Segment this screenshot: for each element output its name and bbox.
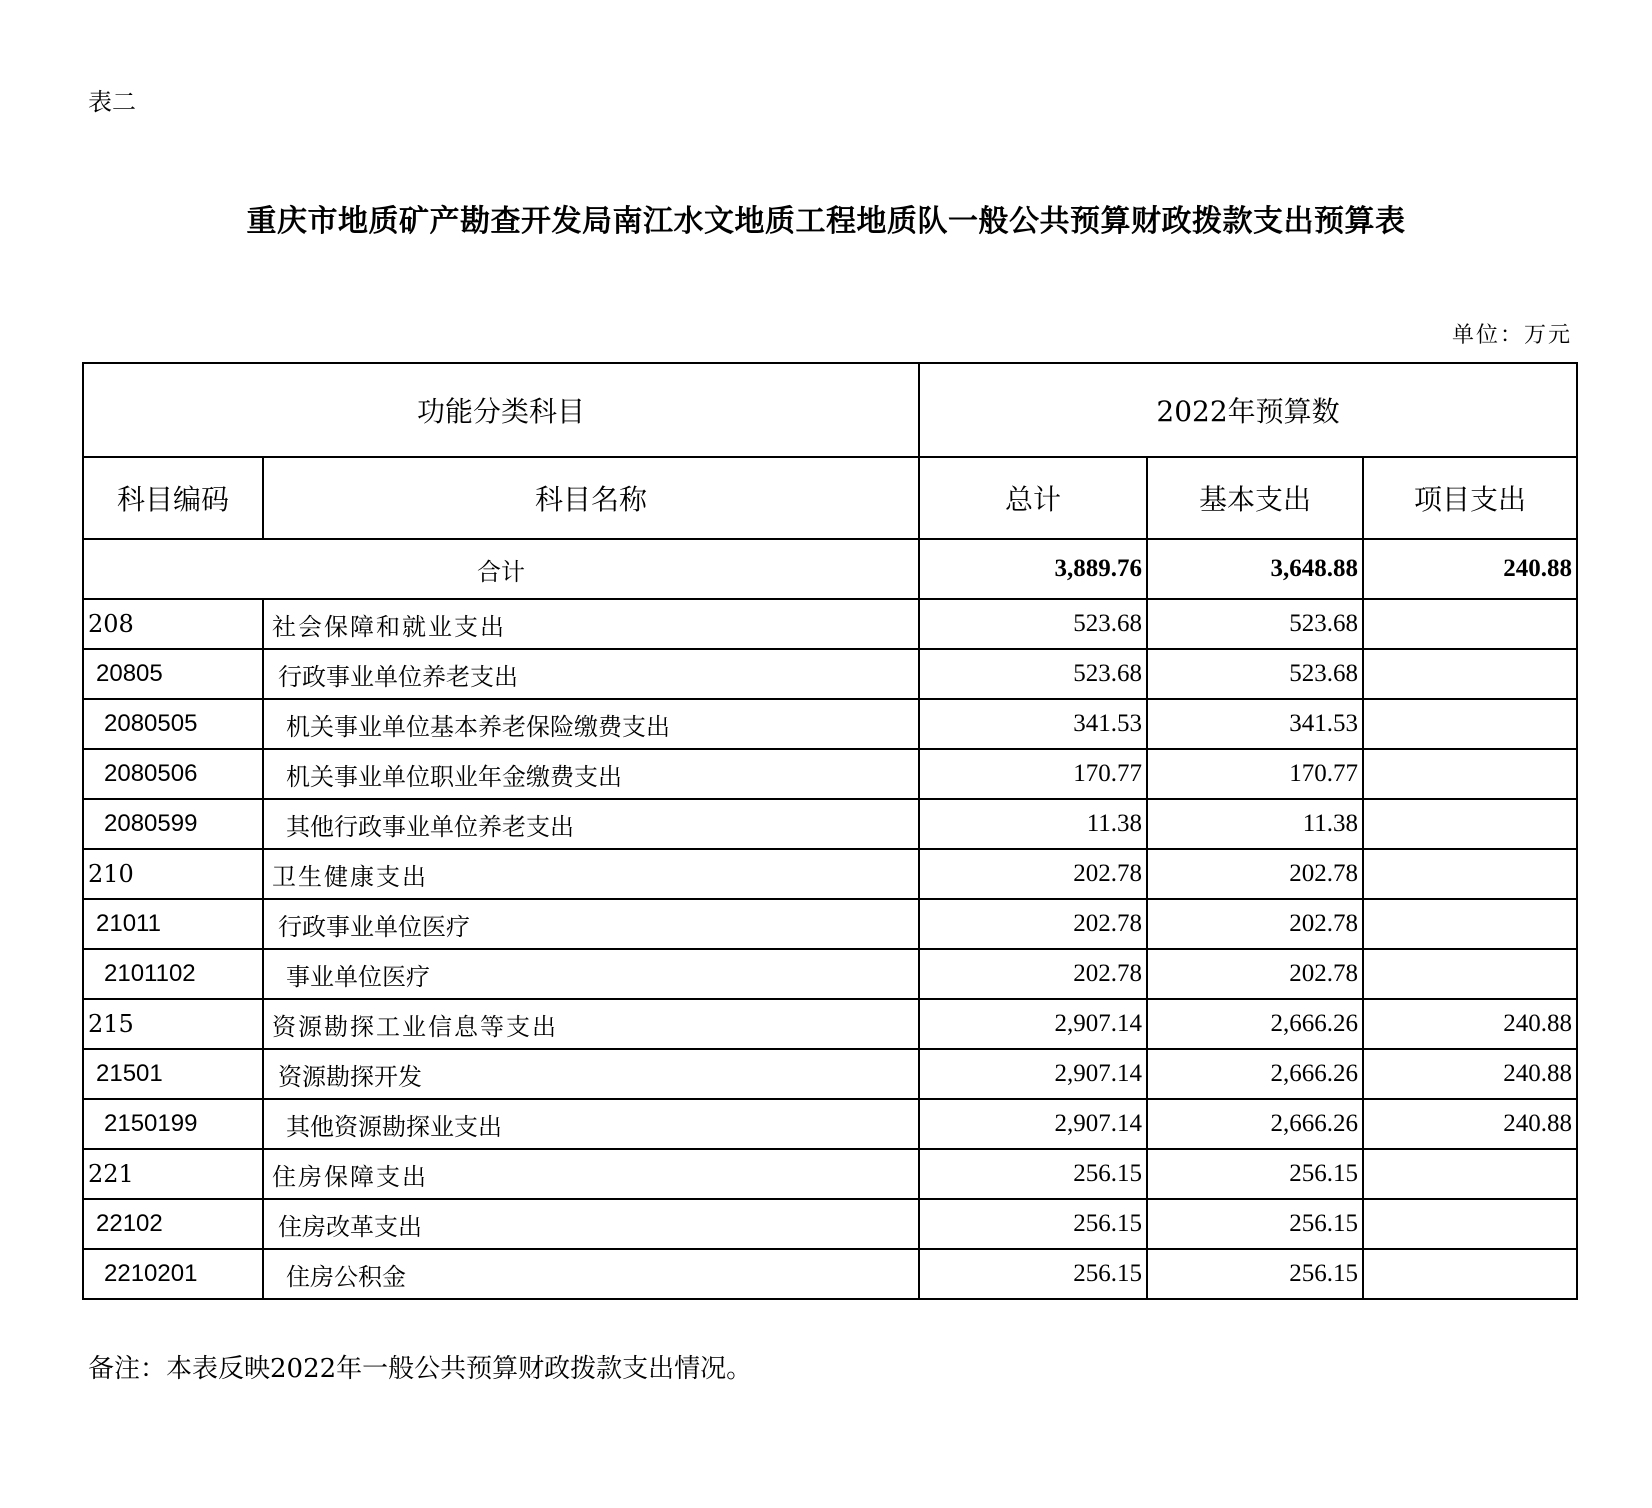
row-basic: 256.15 [1147, 1149, 1363, 1199]
page-title: 重庆市地质矿产勘查开发局南江水文地质工程地质队一般公共预算财政拨款支出预算表 [246, 204, 1406, 239]
table-number-label: 表二 [88, 88, 136, 116]
row-total: 523.68 [919, 649, 1147, 699]
row-code: 2080506 [83, 749, 263, 799]
row-basic: 256.15 [1147, 1199, 1363, 1249]
row-project [1363, 649, 1577, 699]
header-budget-2022: 2022年预算数 [919, 363, 1577, 457]
table-row [83, 899, 1577, 949]
total-label: 合计 [83, 539, 919, 599]
row-project: 240.88 [1363, 1099, 1577, 1149]
row-total: 2,907.14 [919, 999, 1147, 1049]
row-basic: 256.15 [1147, 1249, 1363, 1299]
table-row [83, 1199, 1577, 1249]
row-name: 资源勘探开发 [263, 1049, 919, 1099]
row-code: 2150199 [83, 1099, 263, 1149]
row-basic: 202.78 [1147, 949, 1363, 999]
row-name: 事业单位医疗 [263, 949, 919, 999]
total-total: 3,889.76 [919, 539, 1147, 599]
row-code: 221 [83, 1149, 263, 1199]
row-basic: 170.77 [1147, 749, 1363, 799]
row-project [1363, 699, 1577, 749]
table-row [83, 1149, 1577, 1199]
row-total: 256.15 [919, 1149, 1147, 1199]
row-project: 240.88 [1363, 999, 1577, 1049]
row-basic: 523.68 [1147, 649, 1363, 699]
row-total: 2,907.14 [919, 1049, 1147, 1099]
row-name: 社会保障和就业支出 [263, 599, 919, 649]
table-row [83, 749, 1577, 799]
row-code: 22102 [83, 1199, 263, 1249]
row-name: 机关事业单位基本养老保险缴费支出 [263, 699, 919, 749]
row-name: 行政事业单位医疗 [263, 899, 919, 949]
row-total: 11.38 [919, 799, 1147, 849]
row-code: 2101102 [83, 949, 263, 999]
row-project [1363, 1149, 1577, 1199]
row-project [1363, 849, 1577, 899]
row-project [1363, 749, 1577, 799]
row-code: 215 [83, 999, 263, 1049]
row-project [1363, 949, 1577, 999]
row-code: 21011 [83, 899, 263, 949]
row-code: 208 [83, 599, 263, 649]
budget-table [82, 362, 1578, 1300]
table-row [83, 649, 1577, 699]
row-basic: 523.68 [1147, 599, 1363, 649]
row-project: 240.88 [1363, 1049, 1577, 1099]
unit-label: 单位：万元 [1451, 323, 1572, 348]
table-row [83, 1099, 1577, 1149]
row-basic: 341.53 [1147, 699, 1363, 749]
row-total: 256.15 [919, 1199, 1147, 1249]
row-name: 资源勘探工业信息等支出 [263, 999, 919, 1049]
row-project [1363, 1199, 1577, 1249]
table-row [83, 949, 1577, 999]
total-project: 240.88 [1363, 539, 1577, 599]
row-total: 202.78 [919, 849, 1147, 899]
row-code: 2210201 [83, 1249, 263, 1299]
table-row [83, 599, 1577, 649]
row-project [1363, 1249, 1577, 1299]
row-code: 210 [83, 849, 263, 899]
table-row [83, 699, 1577, 749]
row-name: 住房公积金 [263, 1249, 919, 1299]
row-basic: 2,666.26 [1147, 999, 1363, 1049]
row-name: 住房保障支出 [263, 1149, 919, 1199]
row-basic: 2,666.26 [1147, 1099, 1363, 1149]
row-code: 21501 [83, 1049, 263, 1099]
table-row [83, 999, 1577, 1049]
total-row [83, 539, 1577, 599]
table-row [83, 1249, 1577, 1299]
row-basic: 11.38 [1147, 799, 1363, 849]
row-total: 2,907.14 [919, 1099, 1147, 1149]
row-total: 256.15 [919, 1249, 1147, 1299]
header-code: 科目编码 [83, 457, 263, 539]
row-basic: 2,666.26 [1147, 1049, 1363, 1099]
row-name: 机关事业单位职业年金缴费支出 [263, 749, 919, 799]
row-project [1363, 799, 1577, 849]
row-project [1363, 599, 1577, 649]
header-name: 科目名称 [263, 457, 919, 539]
row-total: 202.78 [919, 949, 1147, 999]
header-total: 总计 [919, 457, 1147, 539]
row-code: 20805 [83, 649, 263, 699]
footnote: 备注：本表反映2022年一般公共预算财政拨款支出情况。 [88, 1354, 753, 1384]
row-basic: 202.78 [1147, 899, 1363, 949]
row-name: 卫生健康支出 [263, 849, 919, 899]
total-basic: 3,648.88 [1147, 539, 1363, 599]
table-row [83, 799, 1577, 849]
table-row [83, 1049, 1577, 1099]
table-row [83, 849, 1577, 899]
row-project [1363, 899, 1577, 949]
row-total: 202.78 [919, 899, 1147, 949]
row-total: 341.53 [919, 699, 1147, 749]
row-name: 行政事业单位养老支出 [263, 649, 919, 699]
header-functional-category: 功能分类科目 [83, 363, 919, 457]
row-basic: 202.78 [1147, 849, 1363, 899]
row-name: 其他资源勘探业支出 [263, 1099, 919, 1149]
row-code: 2080505 [83, 699, 263, 749]
row-total: 170.77 [919, 749, 1147, 799]
header-basic: 基本支出 [1147, 457, 1363, 539]
row-total: 523.68 [919, 599, 1147, 649]
row-name: 其他行政事业单位养老支出 [263, 799, 919, 849]
header-project: 项目支出 [1363, 457, 1577, 539]
row-name: 住房改革支出 [263, 1199, 919, 1249]
row-code: 2080599 [83, 799, 263, 849]
